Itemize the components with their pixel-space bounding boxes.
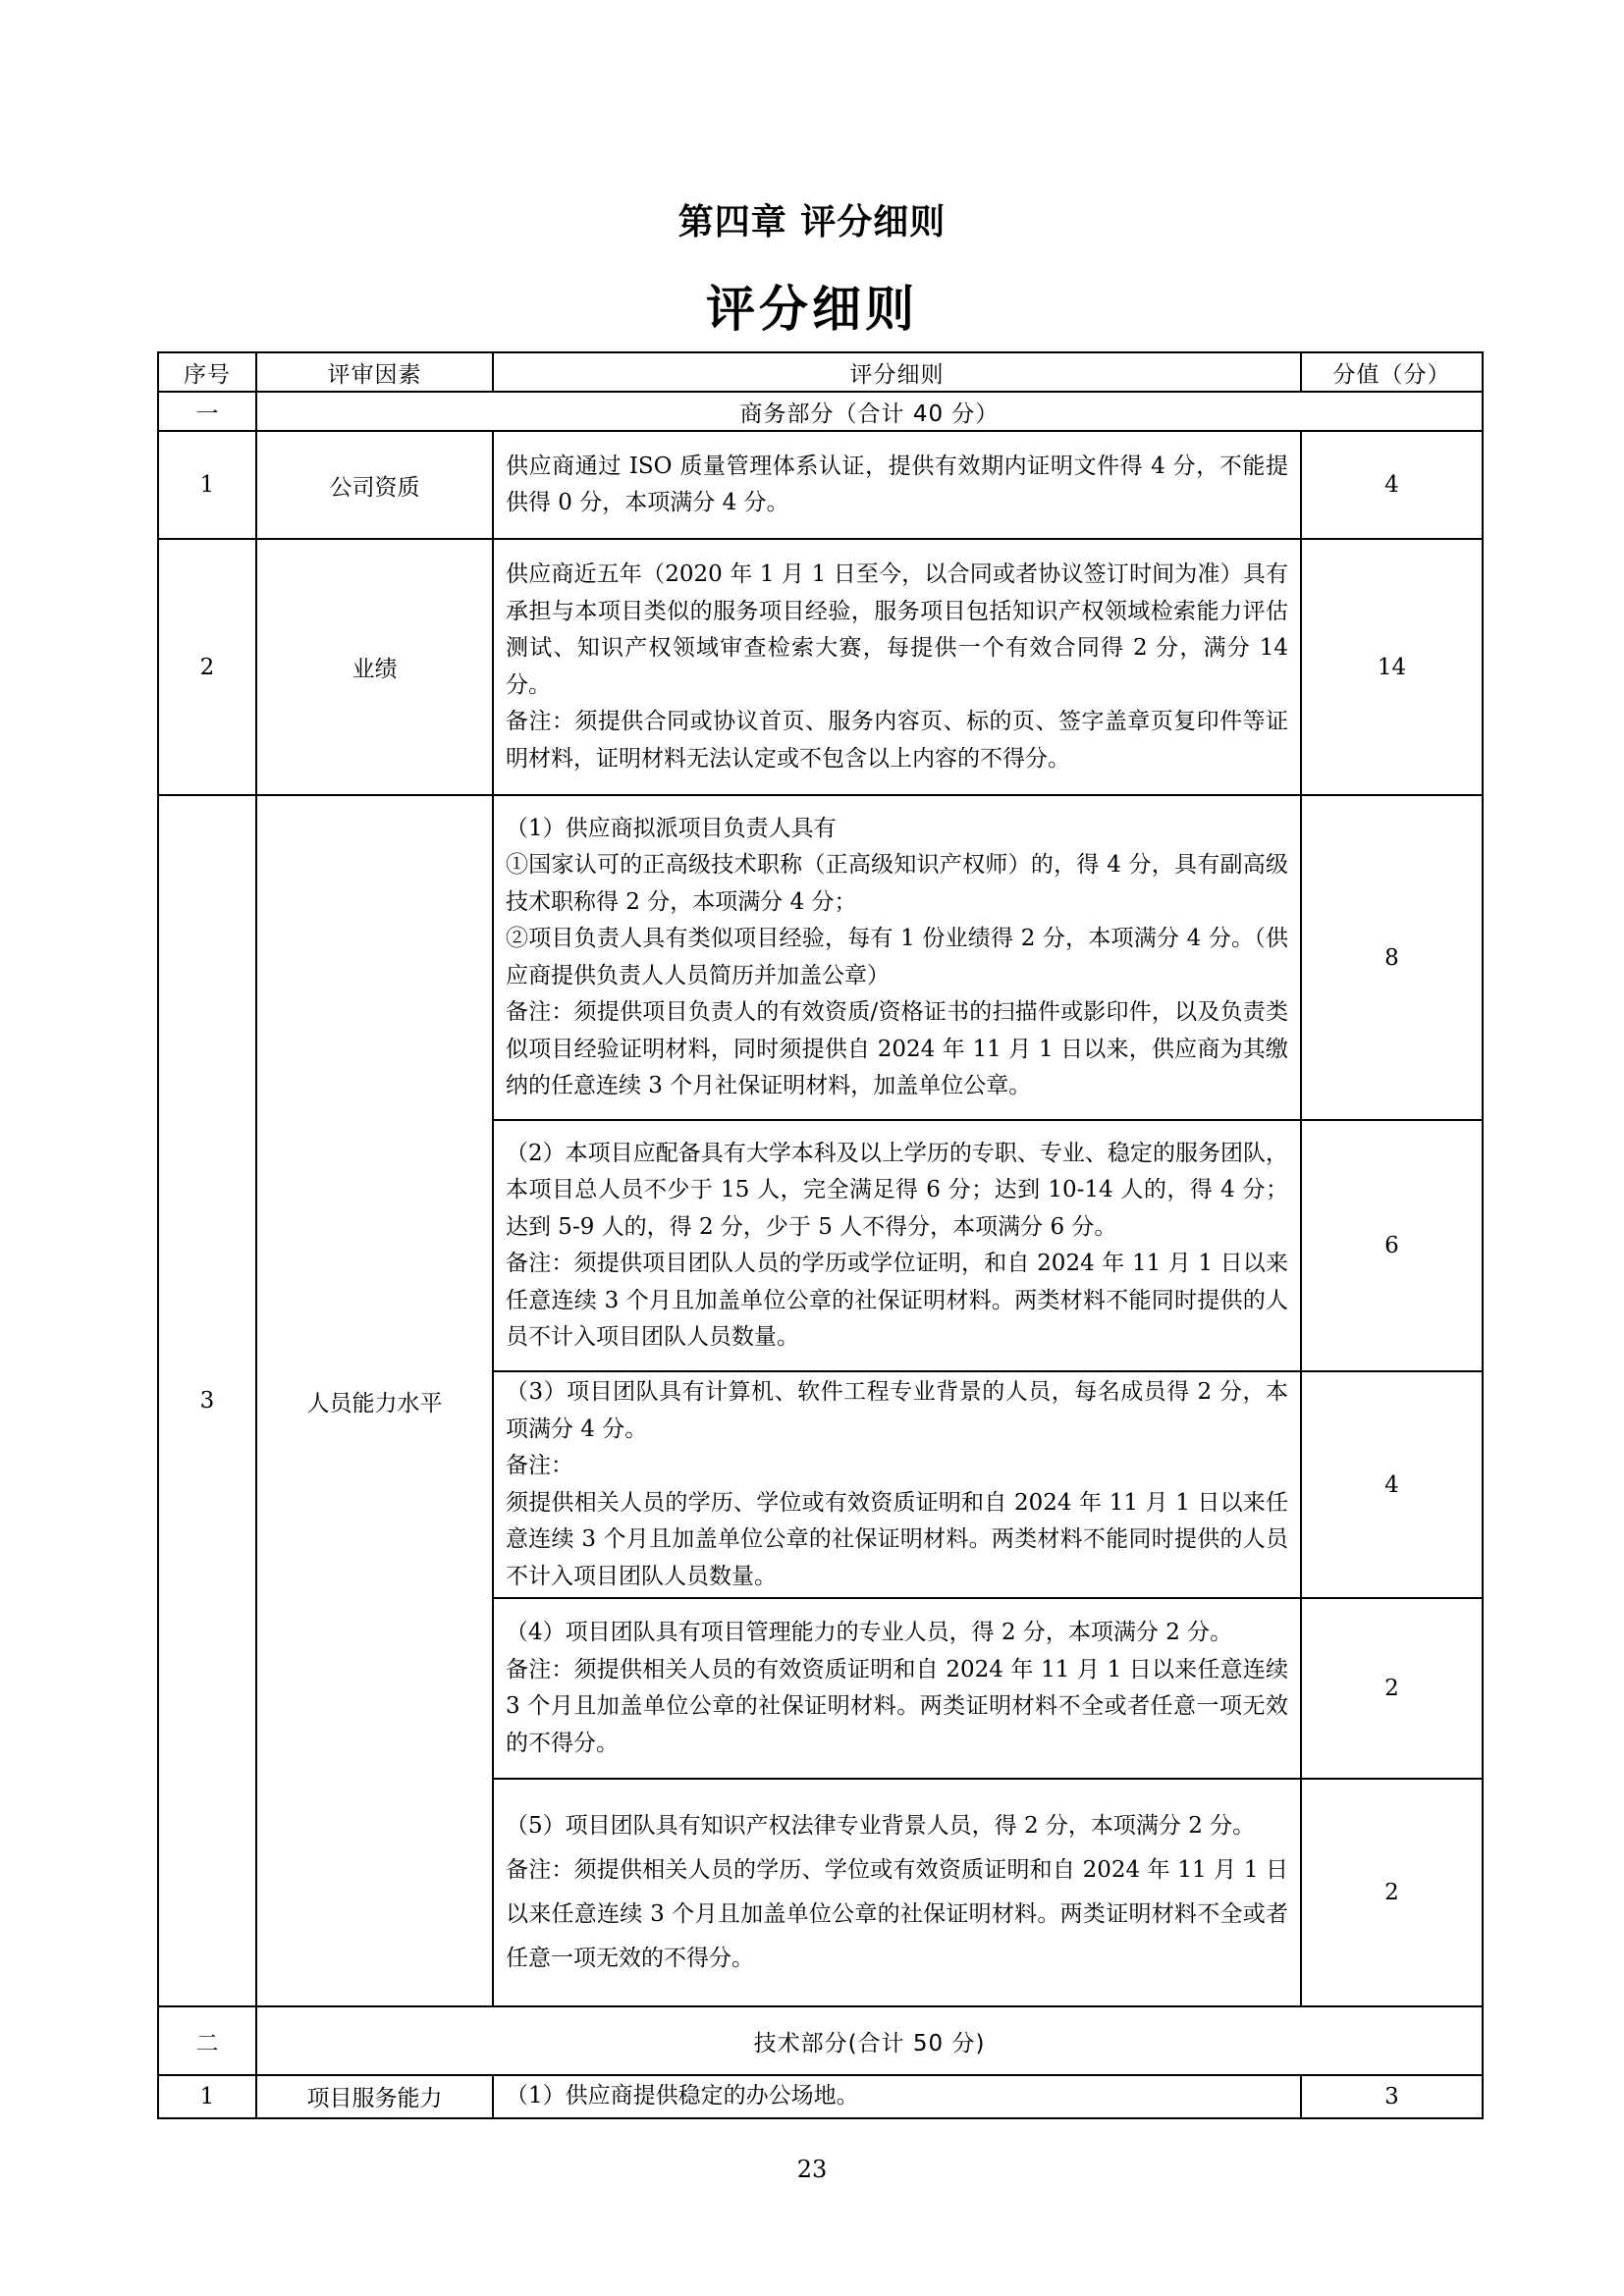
header-no: 序号 [158,352,256,392]
criteria-note: 备注：须提供相关人员的学历、学位或有效资质证明和自 2024 年 11 月 1 日以来任意连续 3 个月且加盖单位公章的社保证明材料。两类证明材料不全或者任意一项无效的不得分。 [506,1857,1288,1971]
row-criteria [493,539,1301,795]
row-criteria [493,1598,1301,1779]
criteria-text: ①国家认可的正高级技术职称（正高级知识产权师）的，得 4 分，具有副高级技术职称得 2 分，本项满分 4 分； [506,852,1288,915]
criteria-text: （1）供应商提供稳定的办公场地。 [506,2083,859,2109]
criteria-text: （1）供应商拟派项目负责人具有 [506,815,837,841]
criteria-note: 须提供相关人员的学历、学位或有效资质证明和自 2024 年 11 月 1 日以来任意连续 3 个月且加盖单位公章的社保证明材料。两类材料不能同时提供的人员不计入项目团队人员数量。 [506,1489,1288,1589]
row-score: 4 [1301,1371,1483,1598]
row-criteria [493,1779,1301,2006]
row-factor: 业绩 [256,539,493,795]
criteria-text: （3）项目团队具有计算机、软件工程专业背景的人员，每名成员得 2 分，本项满分 4 分。 [506,1379,1288,1442]
row-factor: 项目服务能力 [256,2075,493,2118]
row-no: 3 [158,795,256,2006]
row-factor: 公司资质 [256,431,493,539]
table-header-row [158,352,1483,392]
criteria-note: 备注：须提供合同或协议首页、服务内容页、标的页、签字盖章页复印件等证明材料，证明材料无法认定或不包含以上内容的不得分。 [506,709,1288,772]
criteria-text: （4）项目团队具有项目管理能力的专业人员，得 2 分，本项满分 2 分。 [506,1620,1233,1645]
criteria-text: （5）项目团队具有知识产权法律专业背景人员，得 2 分，本项满分 2 分。 [506,1813,1256,1839]
section-no: 一 [158,392,256,431]
header-criteria: 评分细则 [493,352,1301,392]
row-score: 3 [1301,2075,1483,2118]
table-row [158,431,1483,539]
table-row [158,795,1483,1120]
row-criteria [493,795,1301,1120]
row-score: 14 [1301,539,1483,795]
section-no: 二 [158,2006,256,2075]
row-no: 2 [158,539,256,795]
criteria-note: 备注：须提供项目团队人员的学历或学位证明，和自 2024 年 11 月 1 日以来任意连续 3 个月且加盖单位公章的社保证明材料。两类材料不能同时提供的人员不计入项目团队人员数量。 [506,1251,1288,1350]
criteria-note: 备注：须提供相关人员的有效资质证明和自 2024 年 11 月 1 日以来任意连续 3 个月且加盖单位公章的社保证明材料。两类证明材料不全或者任意一项无效的不得分。 [506,1656,1288,1756]
criteria-text: 供应商通过 ISO 质量管理体系认证，提供有效期内证明文件得 4 分，不能提供得 0 分，本项满分 4 分。 [506,453,1288,515]
section-row-business [158,392,1483,431]
row-score: 6 [1301,1120,1483,1371]
criteria-text: ②项目负责人具有类似项目经验，每有 1 份业绩得 2 分，本项满分 4 分。（供应商提供负责人人员简历并加盖公章） [506,926,1288,988]
row-criteria [493,1120,1301,1371]
criteria-note: 备注：须提供项目负责人的有效资质/资格证书的扫描件或影印件，以及负责类似项目经验证明材料，同时须提供自 2024 年 11 月 1 日以来，供应商为其缴纳的任意连续 3 个月社保证明材料，加盖单位公章。 [506,999,1288,1098]
row-score: 8 [1301,795,1483,1120]
criteria-note-label: 备注： [506,1453,573,1478]
row-factor: 人员能力水平 [256,795,493,2006]
row-score: 2 [1301,1779,1483,2006]
row-criteria [493,431,1301,539]
chapter-title: 第四章 评分细则 [677,202,947,242]
header-score: 分值（分） [1301,352,1483,392]
row-criteria [493,2075,1301,2118]
section-title: 商务部分（合计 40 分） [256,392,1483,431]
row-no: 1 [158,431,256,539]
table-row [158,2075,1483,2118]
table-row [158,539,1483,795]
scoring-table [157,351,1484,2119]
criteria-text: （2）本项目应配备具有大学本科及以上学历的专职、专业、稳定的服务团队，本项目总人员不少于 15 人，完全满足得 6 分；达到 10-14 人的，得 4 分；达到 5-9 人的，得 2 分，少于 5 人不得分，本项满分 6 分。 [506,1140,1288,1240]
document-title: 评分细则 [706,281,918,338]
page-number: 23 [796,2156,828,2183]
row-no: 1 [158,2075,256,2118]
row-score: 2 [1301,1598,1483,1779]
section-row-technical [158,2006,1483,2075]
criteria-text: 供应商近五年（2020 年 1 月 1 日至今，以合同或者协议签订时间为准）具有承担与本项目类似的服务项目经验，服务项目包括知识产权领域检索能力评估测试、知识产权领域审查检索大赛，每提供一个有效合同得 2 分，满分 14 分。 [506,561,1288,698]
row-criteria [493,1371,1301,1598]
row-score: 4 [1301,431,1483,539]
section-title: 技术部分(合计 50 分) [256,2006,1483,2075]
header-factor: 评审因素 [256,352,493,392]
